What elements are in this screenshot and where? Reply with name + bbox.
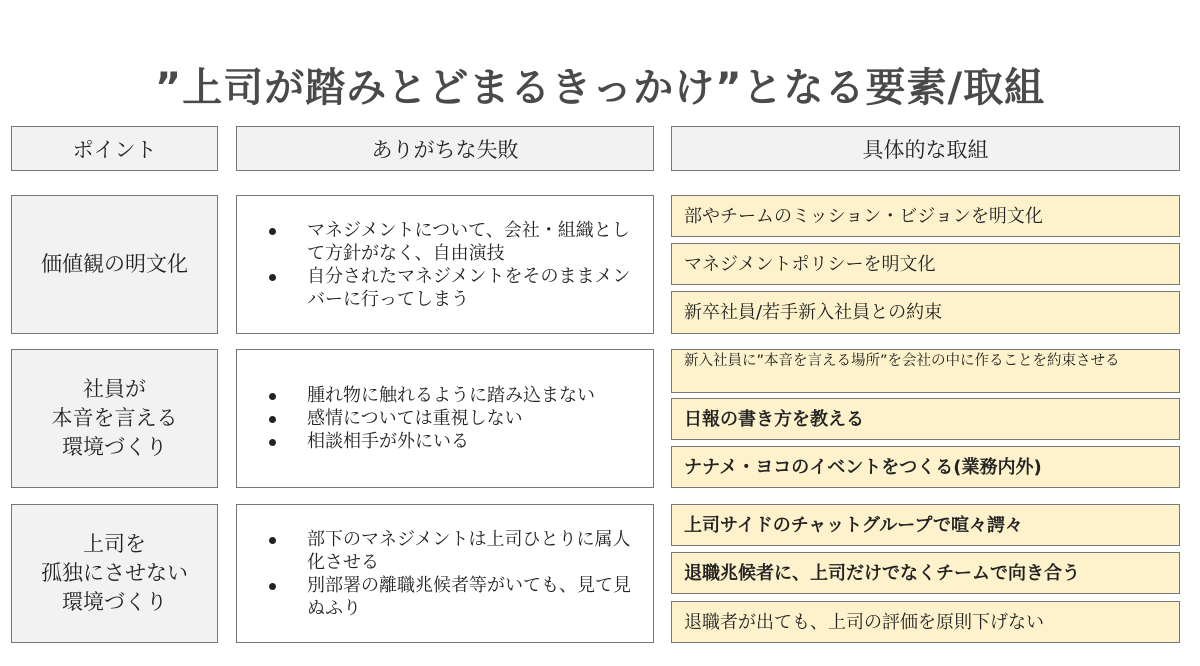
failure-item: 相談相手が外にいる — [265, 430, 595, 453]
failure-cell-1 — [236, 195, 654, 334]
action-text: 上司サイドのチャットグループで喧々諤々 — [684, 514, 1023, 536]
failure-item: 部下のマネジメントは上司ひとりに属人化させる — [265, 528, 639, 574]
action-text: 退職兆候者に、上司だけでなくチームで向き合う — [684, 562, 1080, 584]
action-text: 部やチームのミッション・ビジョンを明文化 — [684, 205, 1043, 227]
failure-item: 別部署の離職兆候者等がいても、見て見ぬふり — [265, 574, 639, 620]
point-line: 環境づくり — [62, 590, 167, 614]
action-text: マネジメントポリシーを明文化 — [684, 253, 936, 275]
failure-item: 感情については重視しない — [265, 407, 595, 430]
action-text: ナナメ・ヨコのイベントをつくる(業務内外) — [684, 456, 1042, 478]
failure-item: 自分されたマネジメントをそのままメンバーに行ってしまう — [265, 265, 639, 311]
action-item-1-2 — [671, 243, 1180, 285]
action-item-1-1 — [671, 195, 1180, 237]
header-point-label: ポイント — [72, 137, 157, 162]
point-line: 孤独にさせない — [41, 561, 188, 585]
header-failure — [236, 126, 654, 171]
point-line: 社員が — [83, 377, 146, 401]
page-title: ”上司が踏みとどまるきっかけ”となる要素/取組 — [154, 65, 1046, 111]
action-item-2-2 — [671, 398, 1180, 440]
point-line: 本音を言える — [51, 406, 178, 430]
header-point — [11, 126, 218, 171]
failure-list-2 — [237, 384, 609, 453]
action-item-3-3 — [671, 601, 1180, 643]
action-item-3-1 — [671, 504, 1180, 546]
action-text: 新入社員に”本音を言える場所”を会社の中に作ることを約束させる — [684, 353, 1120, 369]
header-action-label: 具体的な取組 — [862, 137, 989, 162]
header-action — [671, 126, 1180, 171]
action-item-2-3 — [671, 446, 1180, 488]
point-line: 価値観の明文化 — [41, 252, 188, 276]
point-cell-3 — [11, 504, 218, 643]
action-item-2-1 — [671, 349, 1180, 393]
header-failure-label: ありがちな失敗 — [371, 137, 519, 162]
point-line: 上司を — [83, 532, 146, 556]
point-cell-1 — [11, 195, 218, 334]
action-text: 新卒社員/若手新入社員との約束 — [684, 302, 943, 323]
failure-cell-2 — [236, 349, 654, 488]
failure-item: 腫れ物に触れるように踏み込まない — [265, 384, 595, 407]
action-item-1-3 — [671, 291, 1180, 334]
point-cell-2 — [11, 349, 218, 488]
point-line: 環境づくり — [62, 435, 167, 459]
failure-item: マネジメントについて、会社・組織として方針がなく、自由演技 — [265, 219, 639, 265]
failure-cell-3 — [236, 504, 654, 643]
action-item-3-2 — [671, 552, 1180, 594]
action-text: 退職者が出ても、上司の評価を原則下げない — [684, 611, 1044, 633]
action-text: 日報の書き方を教える — [684, 408, 864, 430]
failure-list-1 — [237, 219, 653, 311]
failure-list-3 — [237, 528, 653, 620]
